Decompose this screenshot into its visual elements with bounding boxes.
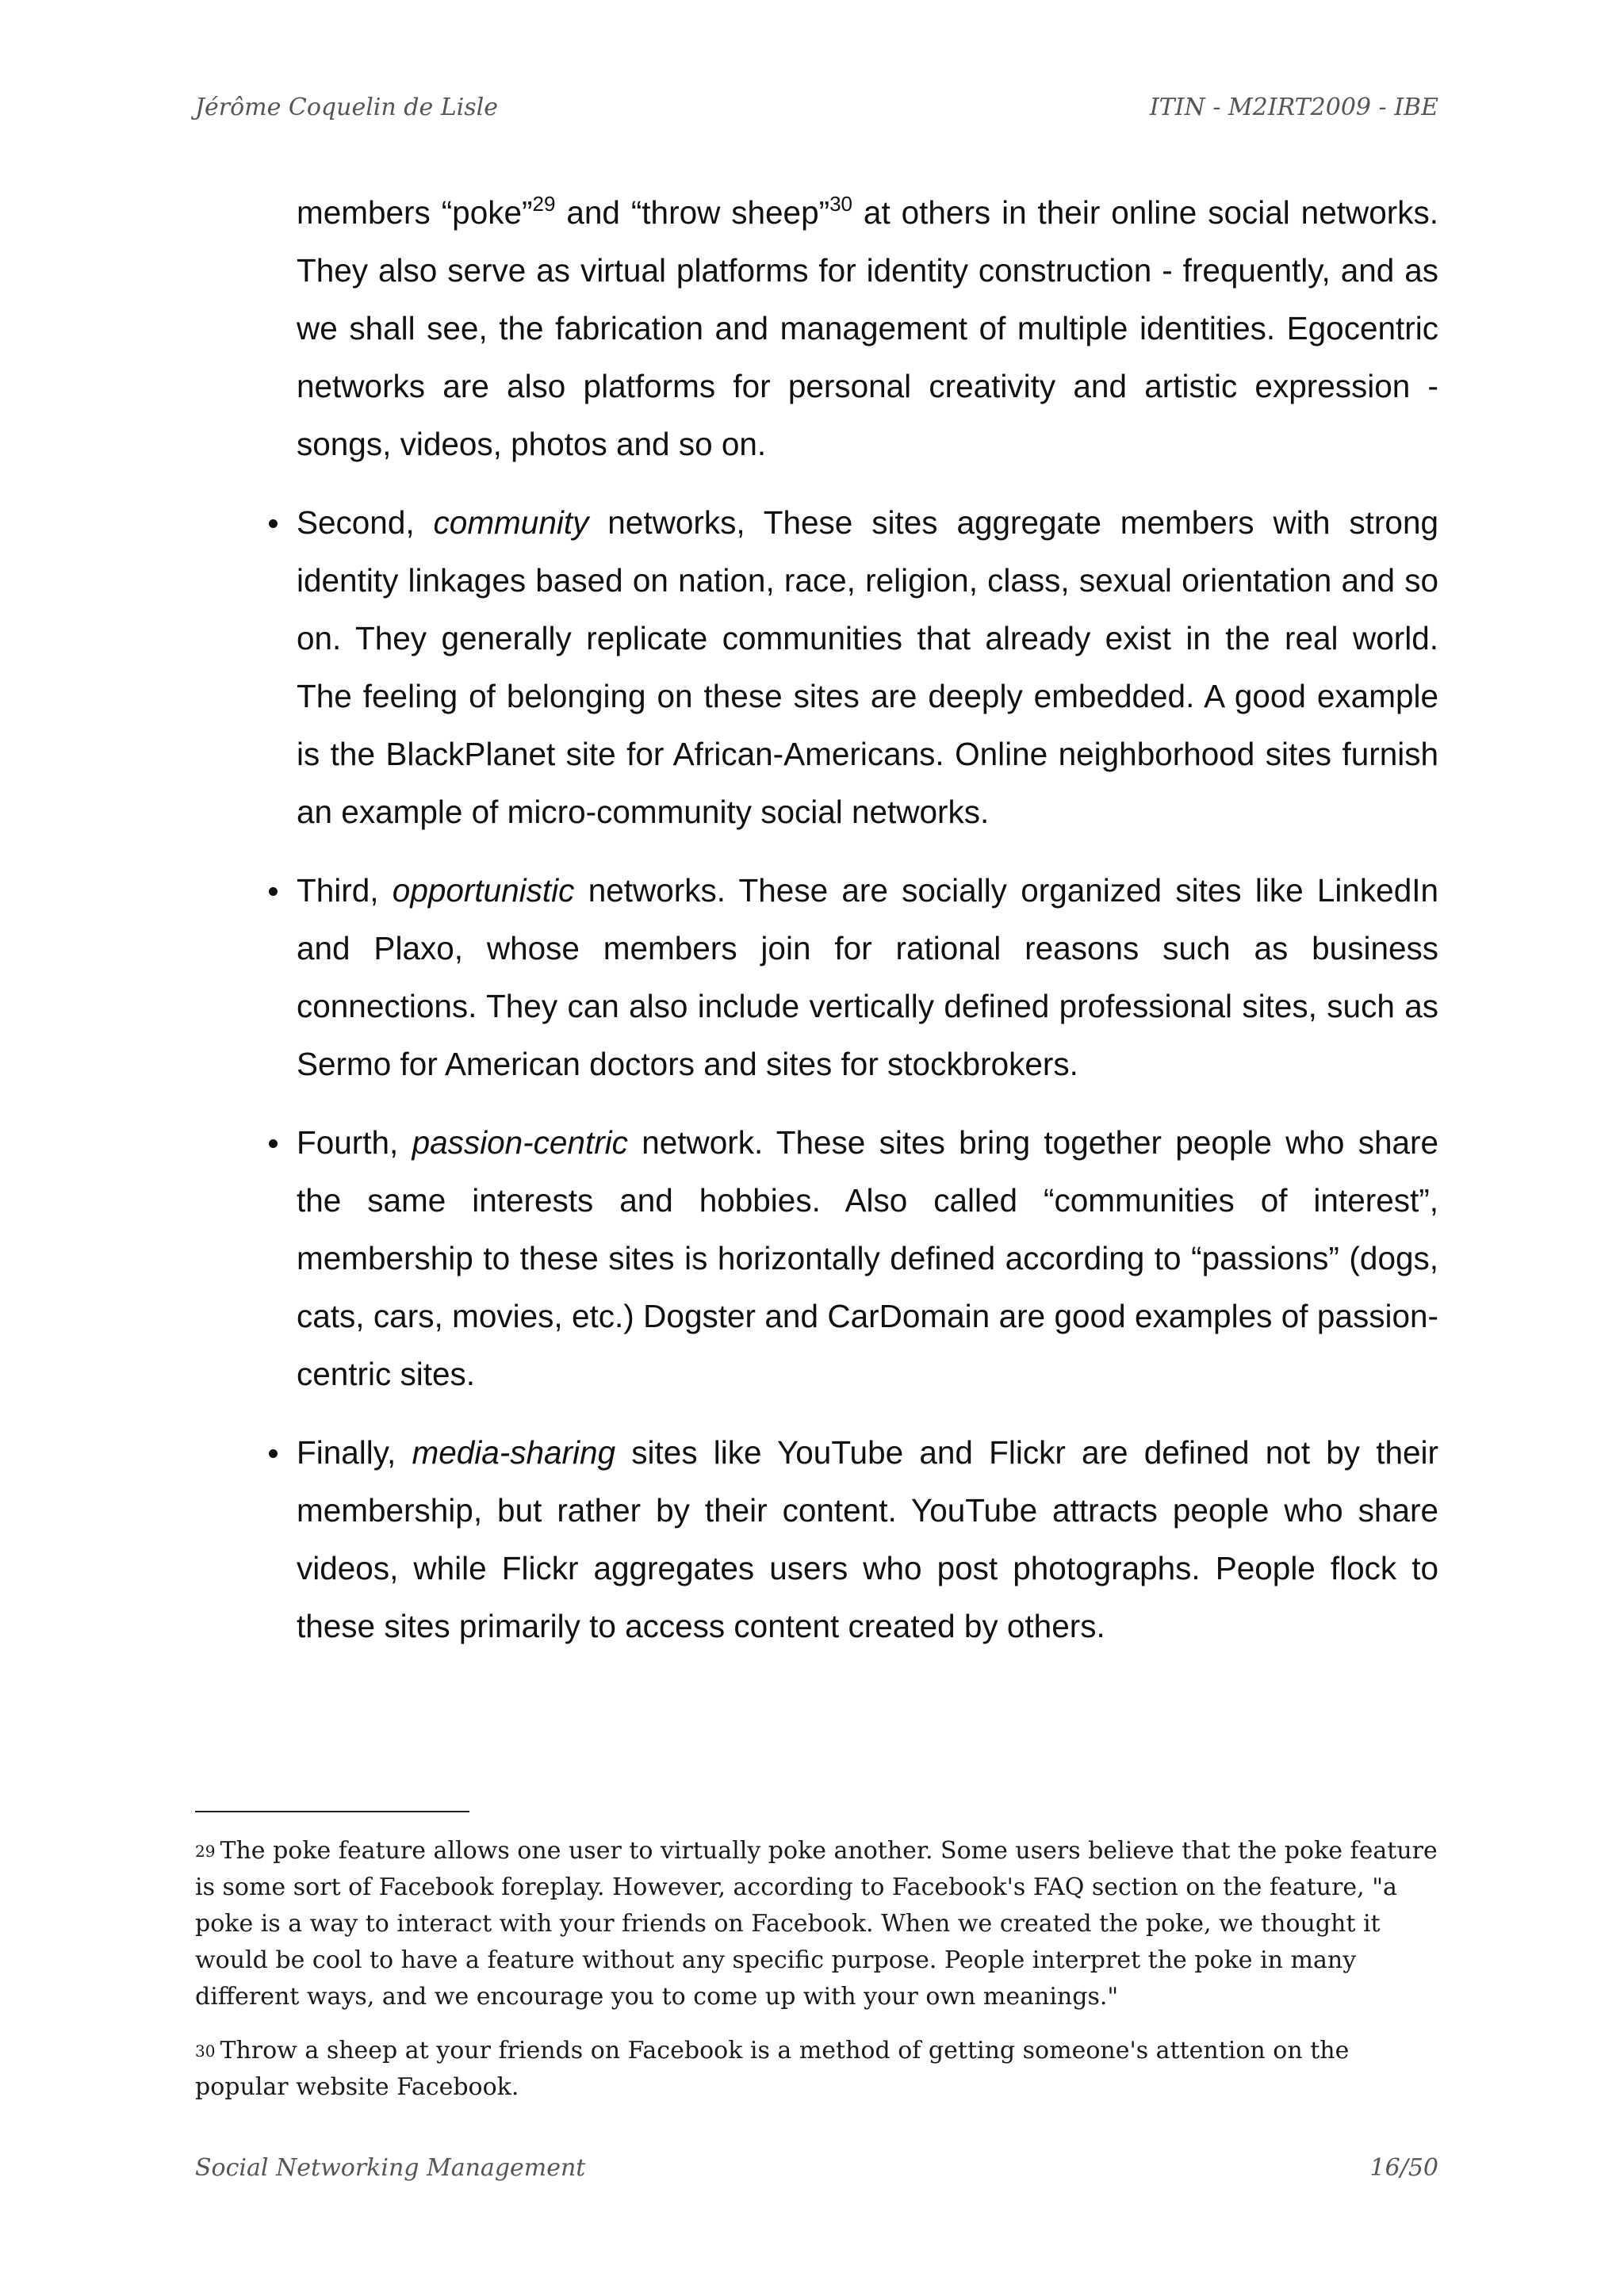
intro-text-c: at others in their online social networks. They also serve as virtual platforms for identity construction - frequently, and as we shall see, the fabrication and management of multiple identities. Egocentric networks are also platforms for personal creativity and artistic expression - songs, videos, photos and so on. bbox=[297, 194, 1438, 462]
footnote-ref-29[interactable]: 29 bbox=[532, 192, 556, 216]
footer-title: Social Networking Management bbox=[195, 2154, 586, 2182]
list-item-lead: Finally, bbox=[297, 1434, 412, 1471]
page-number: 16/50 bbox=[1369, 2154, 1438, 2182]
list-item-lead: Fourth, bbox=[297, 1124, 412, 1161]
footnote-text: Throw a sheep at your friends on Facebook is a method of getting someone's attention on the popular website Facebook. bbox=[195, 2037, 1350, 2101]
list-item-term: passion-centric bbox=[412, 1124, 628, 1161]
list-item-lead: Third, bbox=[297, 872, 393, 909]
list-item-text: networks. These are socially organized sites like LinkedIn and Plaxo, whose members join for rational reasons such as business connections. They can also include vertically defined professional sites, such as Sermo for American doctors and sites for stockbrokers. bbox=[297, 872, 1439, 1082]
list-item-term: community bbox=[433, 504, 589, 541]
body-text bbox=[297, 184, 1438, 1676]
list-item-lead: Second, bbox=[297, 504, 434, 541]
header-course: ITIN - M2IRT2009 - IBE bbox=[1149, 94, 1438, 121]
footnote-number: 30 bbox=[195, 2042, 216, 2061]
network-types-list bbox=[297, 494, 1438, 1655]
intro-paragraph bbox=[297, 184, 1438, 473]
list-item bbox=[297, 494, 1438, 841]
list-item bbox=[297, 862, 1438, 1093]
list-item-term: opportunistic bbox=[392, 872, 575, 909]
footnote-30 bbox=[195, 2033, 1438, 2106]
footnote-number: 29 bbox=[195, 1842, 216, 1861]
list-item-text: network. These sites bring together people who share the same interests and hobbies. Also called “communities of interest”, membership to these sites is horizontally defined according to “passions” (dogs, cats, cars, movies, etc.) Dogster and CarDomain are good examples of passion-centric sites. bbox=[297, 1124, 1438, 1392]
footnote-29 bbox=[195, 1833, 1438, 2015]
page-footer bbox=[195, 2154, 1438, 2182]
intro-text-a: members “poke” bbox=[297, 194, 533, 231]
footnote-divider bbox=[195, 1811, 469, 1812]
footnote-ref-30[interactable]: 30 bbox=[829, 192, 853, 216]
list-item-text: networks, These sites aggregate members with strong identity linkages based on nation, race, religion, class, sexual orientation and so on. They generally replicate communities that already exist in the real world. The feeling of belonging on these sites are deeply embedded. A good example is the BlackPlanet site for African-Americans. Online neighborhood sites furnish an example of micro-community social networks. bbox=[297, 504, 1438, 830]
list-item-text: sites like YouTube and Flickr are defined not by their membership, but rather by their content. YouTube attracts people who share videos, while Flickr aggregates users who post photographs. People flock to these sites primarily to access content created by others. bbox=[297, 1434, 1439, 1644]
intro-text-b: and “throw sheep” bbox=[555, 194, 830, 231]
footnote-text: The poke feature allows one user to virtually poke another. Some users believe that the poke feature is some sort of Facebook foreplay. However, according to Facebook's FAQ section on the feature, "a poke is a way to interact with your friends on Facebook. When we created the poke, we thought it would be cool to have a feature without any specific purpose. People interpret the poke in many different ways, and we encourage you to come up with your own meanings." bbox=[195, 1837, 1438, 2011]
list-item-term: media-sharing bbox=[412, 1434, 616, 1471]
list-item bbox=[297, 1114, 1438, 1403]
footnotes bbox=[195, 1833, 1438, 2123]
header-author: Jérôme Coquelin de Lisle bbox=[195, 94, 499, 121]
page-header bbox=[195, 94, 1438, 121]
list-item bbox=[297, 1424, 1438, 1655]
